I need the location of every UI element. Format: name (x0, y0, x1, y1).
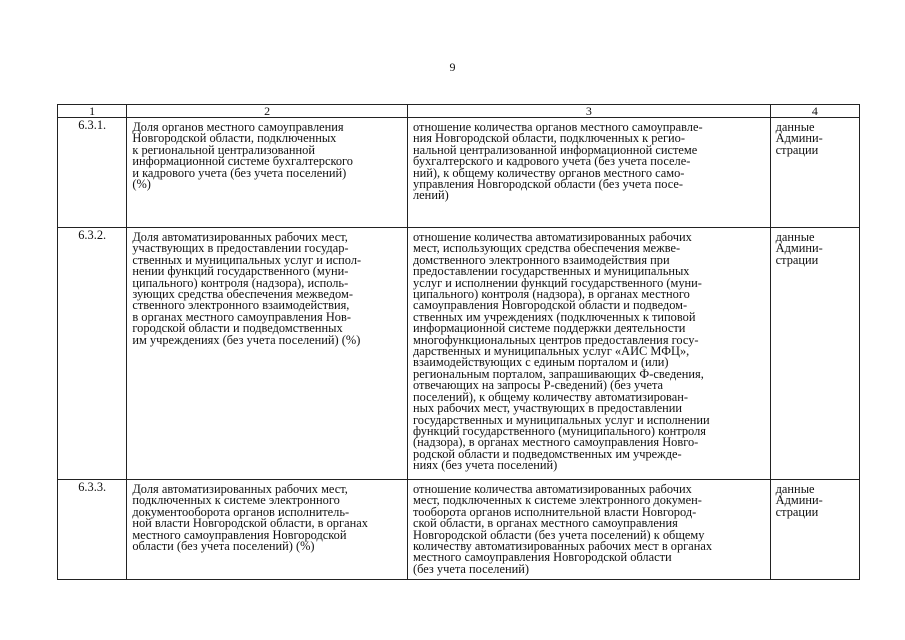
header-col-4: 4 (770, 105, 859, 118)
indicators-table (57, 104, 860, 580)
row-number: 6.3.3. (58, 480, 127, 580)
table-header-row (58, 105, 860, 118)
header-col-2: 2 (127, 105, 408, 118)
indicator-name: Доля автоматизированных рабочих мест, участвующих в предоставлении государ- ственных и муниципальных услуг и испол- нении функций государственного (муни- ципального) контроля (надзора), исполь- зующих средства обеспечения межведом- ственного электронного взаимодействия, в органах местного самоуправления Нов- городской области и подведомственных им учреждениях (без учета поселений) (%) (127, 228, 408, 480)
table-row (58, 118, 860, 228)
header-col-3: 3 (408, 105, 771, 118)
row-number: 6.3.1. (58, 118, 127, 228)
table-row (58, 480, 860, 580)
indicator-formula: отношение количества автоматизированных рабочих мест, подключенных к системе электронного докумен- тооборота органов исполнительной власти Новгород- ской области, в органах местного самоуправления Новгородской области (без учета поселений) к общему количеству автоматизированных рабочих мест в органах местного самоуправления Новгородской области (без учета поселений) (408, 480, 771, 580)
indicator-formula: отношение количества автоматизированных рабочих мест, использующих средства обеспечения межве- домственного электронного взаимодействия при предоставлении государственных и муниципальных услуг и исполнении функций государственного (муни- ципального) контроля (надзора), в органах местного самоуправления Новгородской области и подведом- ственных им учреждениях (подключенных к типовой информационной системе поддержки деятельности многофункциональных центров предоставления госу- дарственных и муниципальных услуг «АИС МФЦ», взаимодействующих с единым порталом и (или) региональным порталом, запрашивающих Ф-сведения, отвечающих на запросы Р-сведений) (без учета поселений), к общему количеству автоматизирован- ных рабочих мест, участвующих в предоставлении государственных и муниципальных услуг и исполнении функций государственного (муниципального) контроля (надзора), в органах местного самоуправления Новго- родской области и подведомственных им учрежде- ниях (без учета поселений) (408, 228, 771, 480)
indicator-formula: отношение количества органов местного самоуправле- ния Новгородской области, подключенных к регио- нальной централизованной информационной системе бухгалтерского и кадрового учета (без учета поселе- ний), к общему количеству органов местного само- управления Новгородской области (без учета посе- лений) (408, 118, 771, 228)
data-source: данные Админи- страции (770, 480, 859, 580)
row-number: 6.3.2. (58, 228, 127, 480)
indicator-name: Доля автоматизированных рабочих мест, подключенных к системе электронного документооборота органов исполнитель- ной власти Новгородской области, в органах местного самоуправления Новгородской области (без учета поселений) (%) (127, 480, 408, 580)
data-source: данные Админи- страции (770, 118, 859, 228)
indicator-name: Доля органов местного самоуправления Новгородской области, подключенных к региональной централизованной информационной системе бухгалтерского и кадрового учета (без учета поселений) (%) (127, 118, 408, 228)
header-col-1: 1 (58, 105, 127, 118)
page-number: 9 (449, 60, 456, 74)
table-row (58, 228, 860, 480)
data-source: данные Админи- страции (770, 228, 859, 480)
